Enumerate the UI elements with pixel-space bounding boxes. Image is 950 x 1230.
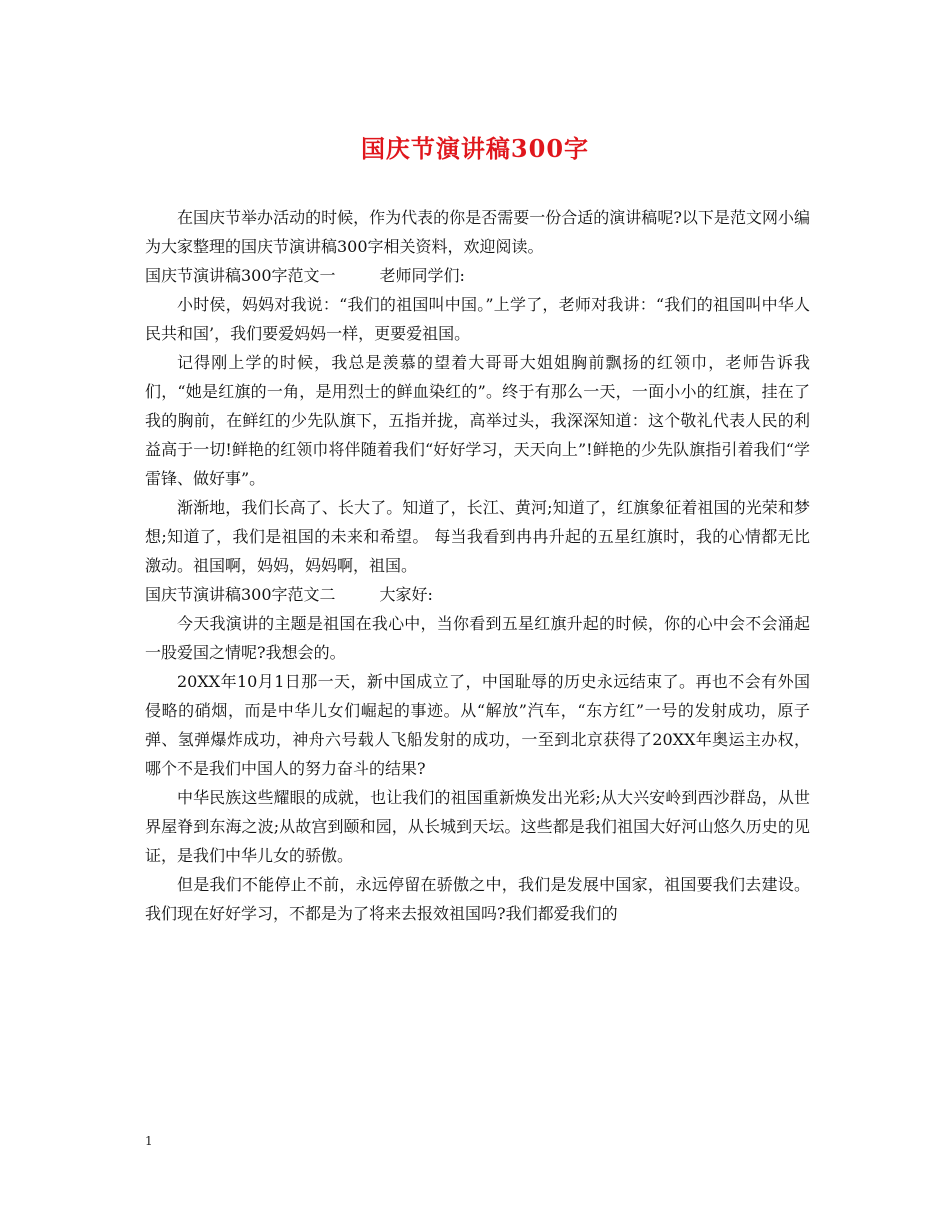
paragraph: 20XX年10月1日那一天，新中国成立了，中国耻辱的历史永远结束了。再也不会有外国侵略的硝烟，而是中华儿女们崛起的事迹。从“解放”汽车，“东方红”一号的发射成功，原子弹、氢弹爆炸成功，神舟六号载人飞船发射的成功，一至到北京获得了20XX年奥运主办权，哪个不是我们中国人的努力奋斗的结果? — [145, 672, 810, 778]
section-heading-1 — [145, 261, 810, 290]
paragraph: 今天我演讲的主题是祖国在我心中，当你看到五星红旗升起的时候，你的心中会不会涌起一股爱国之情呢?我想会的。 — [145, 614, 810, 662]
paragraph: 但是我们不能停止不前，永远停留在骄傲之中，我们是发展中国家，祖国要我们去建设。我们现在好好学习，不都是为了将来去报效祖国吗?我们都爱我们的 — [145, 875, 810, 923]
section-title-1: 国庆节演讲稿300字范文一 — [145, 266, 336, 285]
page-number: 1 — [145, 1134, 153, 1148]
paragraph: 小时侯，妈妈对我说：“我们的祖国叫中国。”上学了，老师对我讲：“我们的祖国叫中华人民共和国’，我们要爱妈妈一样，更要爱祖国。 — [145, 295, 810, 343]
section-greeting-2: 大家好: — [379, 585, 433, 604]
paragraph: 中华民族这些耀眼的成就，也让我们的祖国重新焕发出光彩;从大兴安岭到西沙群岛，从世界屋脊到东海之波;从故宫到颐和园，从长城到天坛。这些都是我们祖国大好河山悠久历史的见证，是我们中华儿女的骄傲。 — [145, 788, 810, 865]
paragraph: 记得刚上学的时候，我总是羡慕的望着大哥哥大姐姐胸前飘扬的红领巾，老师告诉我们，“她是红旗的一角，是用烈士的鲜血染红的”。终于有那么一天，一面小小的红旗，挂在了我的胸前，在鲜红的少先队旗下，五指并拢，高举过头，我深深知道：这个敬礼代表人民的利益高于一切!鲜艳的红领巾将伴随着我们“好好学习，天天向上”!鲜艳的少先队旗指引着我们“学雷锋、做好事”。 — [145, 353, 810, 488]
section-title-2: 国庆节演讲稿300字范文二 — [145, 585, 336, 604]
section-heading-2 — [145, 580, 810, 609]
paragraph: 渐渐地，我们长高了、长大了。知道了，长江、黄河;知道了，红旗象征着祖国的光荣和梦想;知道了，我们是祖国的未来和希望。 每当我看到冉冉升起的五星红旗时，我的心情都无比激动。祖国啊，妈妈，妈妈啊，祖国。 — [145, 498, 810, 575]
document-body — [145, 203, 810, 928]
intro-paragraph: 在国庆节举办活动的时候，作为代表的你是否需要一份合适的演讲稿呢?以下是范文网小编为大家整理的国庆节演讲稿300字相关资料，欢迎阅读。 — [145, 208, 810, 256]
page-title: 国庆节演讲稿300字 — [360, 134, 590, 163]
section-greeting-1: 老师同学们: — [379, 266, 465, 285]
